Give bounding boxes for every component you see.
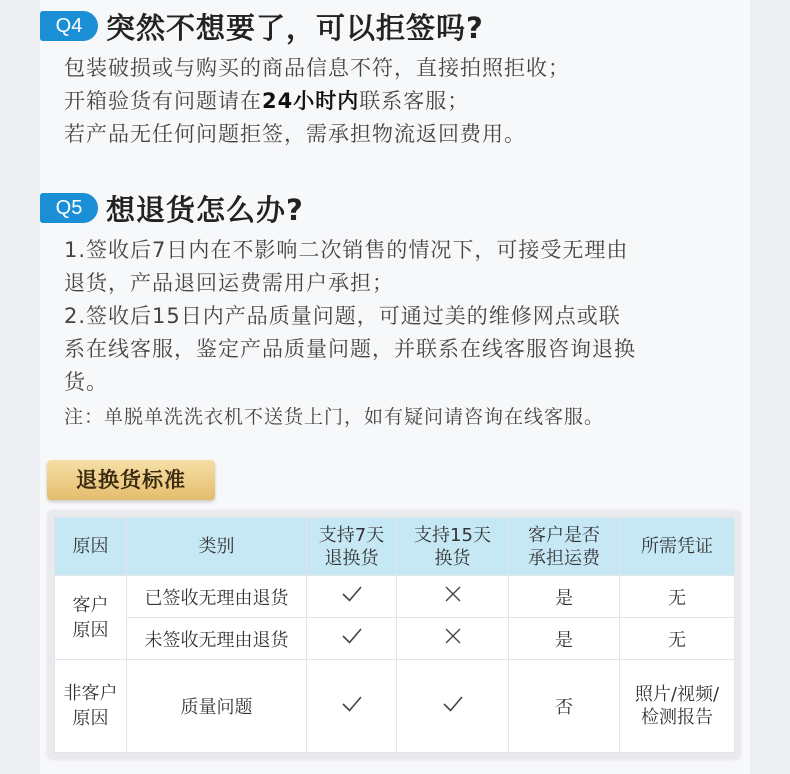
question-header [40, 4, 750, 48]
cross-icon [442, 583, 464, 605]
return-standard-tag: 退换货标准 [47, 460, 215, 500]
faq-content [40, 0, 750, 774]
table-row [55, 660, 735, 753]
question-header [40, 186, 750, 230]
faq-q4 [40, 4, 750, 151]
header-freight: 客户是否 承担运费 [509, 518, 620, 576]
header-proof: 所需凭证 [620, 518, 735, 576]
faq-q5 [40, 186, 750, 435]
fifteen-day-cell [397, 618, 509, 660]
freight-cell: 是 [509, 576, 620, 618]
answer-line [64, 85, 750, 118]
cross-icon [442, 625, 464, 647]
question-badge: Q4 [40, 11, 98, 41]
question-title: 突然不想要了，可以拒签吗? [106, 10, 484, 45]
proof-cell: 照片/视频/ 检测报告 [620, 660, 735, 753]
answer-note: 注：单脱单洗洗衣机不送货上门，如有疑问请咨询在线客服。 [64, 406, 605, 428]
answer-line: 1.签收后7日内在不影响二次销售的情况下，可接受无理由 [64, 238, 629, 262]
answer-line: 系在线客服，鉴定产品质量问题，并联系在线客服咨询退换 [64, 337, 636, 361]
freight-cell: 否 [509, 660, 620, 753]
check-icon [442, 693, 464, 715]
category-cell: 质量问题 [127, 660, 307, 753]
answer-text: 开箱验货有问题请在 [64, 89, 262, 113]
proof-cell: 无 [620, 618, 735, 660]
header-fifteen-day: 支持15天 换货 [397, 518, 509, 576]
fifteen-day-cell [397, 576, 509, 618]
question-title: 想退货怎么办? [106, 192, 304, 227]
answer-line: 退货，产品退回运费需用户承担； [64, 271, 394, 295]
category-cell: 未签收无理由退货 [127, 618, 307, 660]
seven-day-cell [307, 660, 397, 753]
check-icon [341, 693, 363, 715]
answer-emphasis: 24小时内 [262, 89, 360, 113]
answer [64, 52, 750, 151]
check-icon [341, 625, 363, 647]
return-policy-table [54, 517, 735, 753]
answer-text: 联系客服； [359, 89, 470, 113]
category-cell: 已签收无理由退货 [127, 576, 307, 618]
return-policy-table-card [48, 511, 740, 759]
seven-day-cell [307, 618, 397, 660]
table-row [55, 618, 735, 660]
check-icon [341, 583, 363, 605]
right-margin [750, 0, 790, 774]
answer-line: 包装破损或与购买的商品信息不符，直接拍照拒收； [64, 56, 570, 80]
answer-line: 货。 [64, 370, 108, 394]
fifteen-day-cell [397, 660, 509, 753]
reason-cell: 非客户 原因 [55, 660, 127, 753]
answer-line: 2.签收后15日内产品质量问题，可通过美的维修网点或联 [64, 304, 621, 328]
header-seven-day: 支持7天 退换货 [307, 518, 397, 576]
answer [64, 234, 750, 435]
reason-cell: 客户 原因 [55, 576, 127, 660]
answer-line: 若产品无任何问题拒签，需承担物流返回费用。 [64, 122, 526, 146]
header-reason: 原因 [55, 518, 127, 576]
table-row [55, 576, 735, 618]
seven-day-cell [307, 576, 397, 618]
left-margin [0, 0, 40, 774]
proof-cell: 无 [620, 576, 735, 618]
header-category: 类别 [127, 518, 307, 576]
freight-cell: 是 [509, 618, 620, 660]
question-badge: Q5 [40, 193, 98, 223]
table-header-row [55, 518, 735, 576]
